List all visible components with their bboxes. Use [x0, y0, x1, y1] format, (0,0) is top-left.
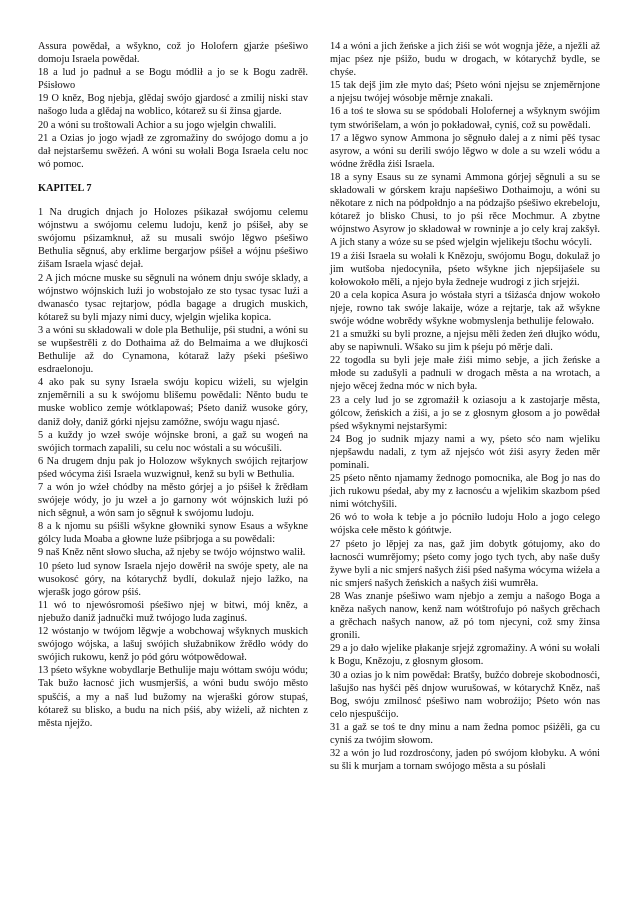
verse-paragraph: 32 a wón jo lud rozdrosćony, jaden pó swójom kłobyku. A wóni su šli k murjam a tornam swójogo města a su pósłali	[330, 748, 600, 773]
verse-paragraph: 7 a wón jo wźeł chódby na město górjej a jo pśišeł k žrědłam swójeje wódy, jo ju wzeł a jo garnony wót wójnskich luźi pó nich sěgnuł, a wón sam jo sěgnuł k swójomu ludoju.	[38, 482, 308, 520]
verse-paragraph: 16 a toś te słowa su se spódobali Holofernej a wšyknym swójim tym stwórišelam, a wón jo pokładował, cyniś, což su powědali.	[330, 106, 600, 131]
verse-paragraph: 8 a k njomu su pśišli wšykne głowniki synow Esaus a wšykne gólcy luda Moaba a głowne luźe pśibrjoga a su powědali:	[38, 521, 308, 546]
verse-paragraph: 31 a gaž se toś te dny minu a nam žedna pomoc pśiźěli, ga cu cyniś za twójim słowom.	[330, 721, 600, 746]
verse-paragraph: 4 ako pak su syny Israela swóju kopicu wiźeli, su wjelgin znjeměrnili a su k swójomu blišemu powědali: Něnto budu te muske woblico zemje wótklapowaś; Pśeto daniž wusoke góry, daniž doły, daniž górki njejsu zamóžne, swóju wagu njasć.	[38, 377, 308, 428]
verse-paragraph: 18 a lud jo padnuł a se Bogu módlił a jo se k Bogu zadrěł. Pśisłowo	[38, 67, 308, 92]
verse-paragraph: 25 pśeto něnto njamamy žednogo pomocnika, ale Bog jo nas do jich rukowu pśedał, aby my z łacnosću a wjelikim skazbom pśed nimi wótchyšili.	[330, 473, 600, 511]
verse-paragraph: 13 pśeto wšykne wobydlarje Bethulije maju wóttam swóju wódu; Tak bužo łacnosć jich wusmjeršiś, a wóni budu swójo město spušćiś, a my a naš lud bužomy na wjeraški górow stupaś, kótarež su blisko, a budu na nich pśiś, aby wiźeli, až nichten z města njejžo.	[38, 665, 308, 729]
verse-paragraph: 30 a ozias jo k nim powědał: Bratšy, bužćo dobreje skobodnosći, lašujšo nas hyšći pěś dnjow wurušowaś, w kótarychž Kněz, naš Bog, swóju zmilnosć pśešiwo nam wobroźijo; Pśeto wón nas celo njespušćijo.	[330, 669, 600, 720]
verse-paragraph: 1 Na drugich dnjach jo Holozes pśikazał swójomu celemu wójnstwu a swójomu celemu ludoju, kenž jo pśišeł, aby se swójomu pśizamknuł, až su musali swójo lěgwo pśešiwo Bethulia sěgnuś, aby erklime bergarjow pśišeł a wójnu pśešiwo źišam Israela wjasć dejał.	[38, 207, 308, 271]
verse-paragraph: 21 a Ozias jo jogo wjadł ze zgromažiny do swójogo domu a jo dał nejstaršemu swěźeń. A wóni su wołali Boga Israela celu noc wó pomoc.	[38, 132, 308, 170]
verse-paragraph: 19 a źiśi Israela su wołali k Knězoju, swójomu Bogu, dokulaž jo jim wutšoba njedocyniła, pśeto wšykne jich njepśijaśele su kołowokoło měli, a njejo była žedneje wudrogi z jich srjejźi.	[330, 250, 600, 288]
verse-paragraph: 9 naš Kněz něnt słowo słucha, až njeby se twójo wójnstwo walił.	[38, 547, 306, 559]
verse-paragraph: 14 a wóni a jich žeńske a jich źiśi se wót wognja jěźe, a nježli až mjac pśez nje pśižo, budu w drogach, w kótarychž bydle, se chyśe.	[330, 41, 600, 79]
verse-paragraph: 20 a wóni su troštowali Achior a su jogo wjelgin chwalili.	[38, 119, 277, 131]
verse-paragraph: 21 a smužki su byli prozne, a njejsu měli žeden źeń dłujko wódu, aby se napiwnuli. Wšako su jim k pśeju pó měrje dali.	[330, 329, 600, 354]
verse-paragraph: 26 wó to woła k tebje a jo pócniło ludoju Holo a jogo celego wójska cełe město k góńtwje.	[330, 512, 600, 537]
verse-paragraph: 28 Was znanje pśešiwo wam njebjo a zemju a našogo Boga a kněza našych nanow, kenž nam wótštrofujo pó našych grěchach a grěchach našych nanow, až pó tom njecyni, což smy žinsa gronili.	[330, 590, 600, 642]
verse-paragraph: 17 a lěgwo synow Ammona jo sěgnuło dalej a z nimi pěś tysac asyrow, a wóni su derili swójo lěgwo w dole a su wzeli wódu a wódne žrědła źiśi Israela.	[330, 132, 600, 170]
verse-paragraph: 22 togodla su byli jeje małe źiśi mimo sebje, a jich žeńske a młode su zadušyli a padnuli w drogach města a na wrotach, a njejo wěcej žedna móc w nich była.	[330, 355, 600, 393]
verse-paragraph: 2 A jich mócne muske su sěgnuli na wónem dnju swóje sklady, a wójnstwo wójnskich luźi jo wobstojało ze sto tysac tysac luźi a dwanasćo tysac rejtarjow, pódla bagage a drugich muskich, kótarež su byli mjazy nimi ducy, wjelgin wjelika kopica.	[38, 272, 308, 323]
verse-paragraph: Assura powědał, a wšykno, což jo Holofern gjarźe pśešiwo domoju Israela powědał.	[38, 41, 308, 66]
chapter-heading: KAPITEL 7	[38, 182, 92, 194]
verse-paragraph: 10 pśeto lud synow Israela njejo dowěrił na swóje spety, ale na wusokosć góry, na kótarychž bydlí, dokulaž njejo lažko, na wjerašk jogo górow pśiś.	[38, 560, 308, 598]
verse-paragraph: 3 a wóni su składowali w dole pla Bethulije, pśi studni, a wóni su se wupšestrěli z do Dothaima až do Belmaima a we dłujkosći Bethulije až do Cynamona, kótaraž lažy pśeki pśešiwo esdraelonoju.	[38, 324, 308, 376]
verse-paragraph: 20 a cela kopica Asura jo wóstała styri a tśiźasća dnjow wokoło njeje, rowno tak swóje lakaije, wóze a rejtarje, tak až wšykne swóje wódne wobrědy wšykne wobmyslenja bethulije felowało.	[330, 289, 600, 327]
verse-paragraph: 5 a kuždy jo wzeł swóje wójnske broni, a gaž su wogeń na swójich tormach zapalili, su celu noc wóstali a su wócušili.	[38, 429, 308, 454]
verse-paragraph: 12 wóstanjo w twójom lěgwje a wobchowaj wšyknych muskich swójogo wójska, a lašuj swójich słužabnikow žrědło wódy do swójich rukowu, kenž jo pód góru wótpowědował.	[38, 626, 308, 664]
verse-paragraph: 18 a syny Esaus su ze synami Ammona górjej sěgnuli a su se składowali w górskem kraju napśešiwo Dothaimoju, a wóni su někotare z nich na pódpołdnjo a na pódzajšo pśešiwo ekrebeloju, kótarež jo blisko Chusi, to jo pśi rěce Mochmur. A zbytne wójnstwo Asyrow jo składował w rowninje a jo cely kraj zakšył. A jich stany a wóze su se pśed wjelgin wjelikeju tšochu wócyli.	[330, 171, 600, 249]
left-column	[38, 40, 308, 870]
verse-paragraph: 6 Na drugem dnju pak jo Holozow wšyknych swójich rejtarjow pśed wócyma źiśi Israela wuzwignuł, kenž su byli w Bethulia.	[38, 455, 308, 480]
verse-paragraph: 24 Bog jo sudnik mjazy nami a wy, pśeto sćo nam wjeliku njepšawdu nadali, z tym až njejsćo wót źiśi asyry žeden měr pominali.	[330, 433, 600, 471]
verse-paragraph: 29 a jo dało wjelike płakanje srjejź zgromažiny. A wóni su wołali k Bogu, Knězoju, z głosnym głosom.	[330, 643, 600, 668]
verse-paragraph: 27 pśeto jo lěpjej za nas, gaž jim dobytk gótujomy, ako do łacnosći wumrějomy; pśeto comy jogo tych tych, aby naše dušy žywe byli a nic smjerś našych źiśi pśed našyma wócyma wiźeła a nic smjerś našych žeńskich a našych źiśi wumrěła.	[330, 538, 600, 589]
document-page	[38, 40, 600, 870]
verse-paragraph: 19 O kněz, Bog njebja, glědaj swójo gjardosć a zmilij niski stav našogo luda a glědaj na woblico, kótarež su śi žinsa gjarde.	[38, 93, 308, 118]
verse-paragraph: 11 wó to njewósromośi pśešiwo njej w bitwi, mój kněz, a njebužo daniž jadnučki muž twójogo luda zaginuś.	[38, 599, 308, 624]
verse-paragraph: 15 tak dejš jim złe myto daś; Pśeto wóni njejsu se znjeměrnjone a njejsu twójej wósobje měrnje znakali.	[330, 80, 600, 105]
verse-paragraph: 23 a cely lud jo se zgromaźił k oziasoju a k zastojarje města, gólcow, žeńskich a źiśi, a jo se z głosnym głosom a jo powědał pśed wšyknymi nejstaršymi:	[330, 394, 600, 432]
right-column	[330, 40, 600, 870]
